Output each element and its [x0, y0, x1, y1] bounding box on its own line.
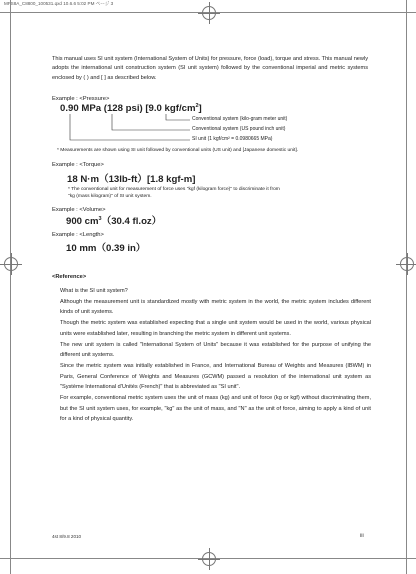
annotation-us-system: Conventional system (US pound inch unit) — [192, 126, 286, 132]
file-header: MFS8A_C8800_100531.qxd 10.6.6 5:02 PM ページ 3 — [4, 1, 114, 6]
reference-body — [60, 286, 371, 425]
volume-example-label: Example : <Volume> — [52, 207, 106, 213]
torque-note-line-1: * The conventional unit for measurement of force uses "kgf (kilogram force)" to discriminate it from — [68, 187, 280, 192]
length-value: 10 mm（0.39 in） — [66, 243, 146, 254]
pressure-example-label: Example : <Pressure> — [52, 96, 110, 102]
page-number: iii — [360, 533, 364, 539]
length-example-label: Example : <Length> — [52, 232, 104, 238]
reference-paragraph: The new unit system is called "International System of Units" because it was established for the purpose of unifying the different unit systems. — [60, 341, 371, 359]
volume-value: 900 $cm^3(30.4$ fl.oz） — [66, 215, 162, 227]
reference-paragraph: Though the metric system was established expecting that a single unit system would be used in the world, various physical units were established later, resulting in branching the metric system in different unit systems. — [60, 320, 371, 337]
torque-example-label: Example : <Torque> — [52, 162, 104, 168]
pressure-note: * Measurements are shown using SI unit followed by conventional units (US unit) and [Japanese domestic unit]. — [57, 148, 299, 153]
intro-paragraph: This manual uses SI unit system (International System of Units) for pressure, force (load), torque and stress. This manual newly adopts the international unit construction system (SI unit system) followed by the conventional imperial and metric systems enclosed by ( ) and [ ] as described below. — [52, 56, 368, 81]
pressure-kgf-value: [9.0 kgf/$cm^2$] — [145, 103, 202, 115]
torque-note-line-2: "kg (mass kilogram)" of SI unit system. — [68, 194, 152, 199]
annotation-kgf-system: Conventional system (kilo-gram meter unit) — [192, 116, 288, 122]
reference-heading: <Reference> — [52, 274, 87, 280]
pressure-si-value: 0.90 MPa — [60, 103, 102, 115]
reference-paragraph: For example, conventional metric system uses the unit of mass (kg) and unit of force (kg or kgf) without discriminating them, but the SI unit system uses, for example, "kg" as the unit of mass, and "N" as the unit of force, aiming to apply a kind of unit for a kind of physical quantity. — [60, 395, 371, 423]
torque-value: 18 N·m（13lb-ft）[1.8 kgf-m] — [67, 174, 196, 185]
annotation-si-unit: SI unit (1 kgf/cm² = 0.0980665 MPa) — [192, 136, 273, 142]
footer-code: 4st 8/9.8 2010 — [52, 534, 82, 539]
reference-paragraph: Although the measurement unit is standardized mostly with metric system in the world, the metric system includes different kinds of unit systems. — [60, 298, 371, 316]
pressure-psi-value: (128 psi) — [103, 103, 143, 115]
reference-paragraph: What is the SI unit system? — [60, 288, 128, 294]
reference-paragraph: Since the metric system was initially established in France, and International Bureau of Weights and Measures (IBWM) in Paris, General Conference of Weights and Measures (GCWM) passed a resolution of the international unit system as "Système International d'Unités (French)" that is abbreviated as "SI unit". — [60, 362, 371, 391]
